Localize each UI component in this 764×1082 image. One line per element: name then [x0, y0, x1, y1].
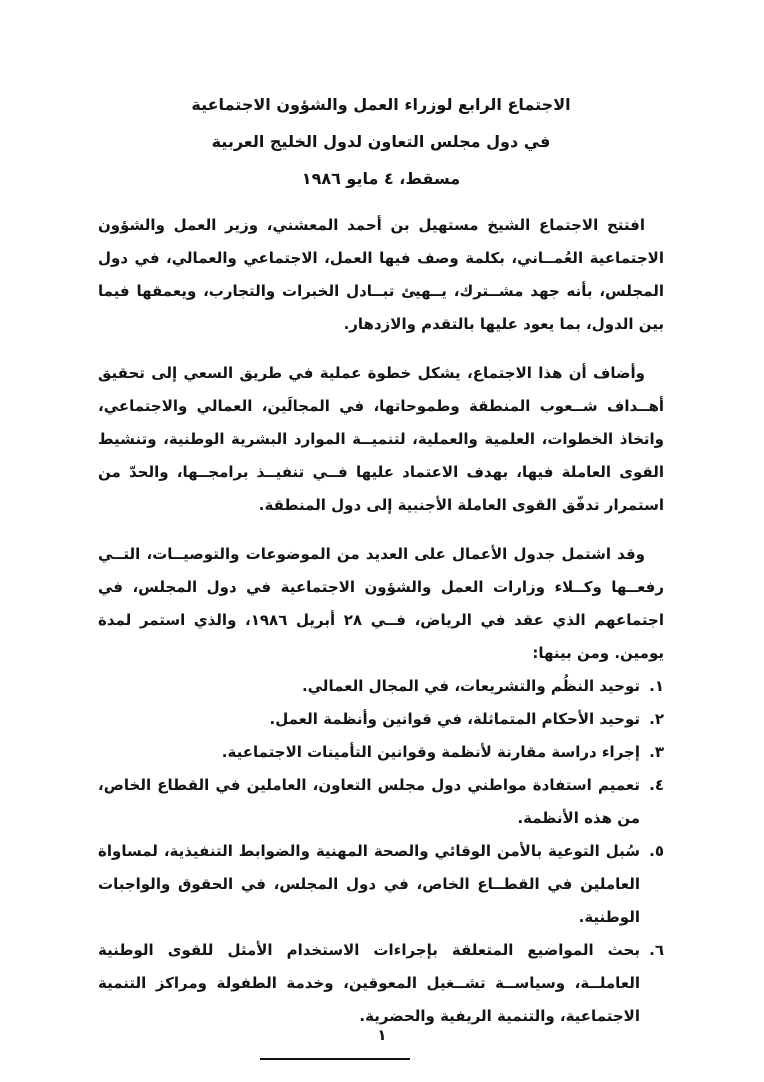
- list-item-text: تعميم استفادة مواطني دول مجلس التعاون، العاملين في القطاع الخاص، من هذه الأنظمة.: [98, 776, 640, 827]
- list-item-number: ٢.: [649, 710, 664, 728]
- list-item-number: ١.: [649, 677, 664, 695]
- list-item-text: توحيد الأحكام المتماثلة، في قوانين وأنظمة العمل.: [269, 710, 640, 728]
- list-item: [98, 703, 664, 736]
- list-item: [98, 835, 664, 934]
- title-line-place-date: مسقط، ٤ مايو ١٩٨٦: [301, 169, 461, 188]
- agenda-list: [98, 670, 664, 1033]
- title-line-organization: في دول مجلس التعاون لدول الخليج العربية: [211, 132, 551, 151]
- list-item-number: ٤.: [649, 776, 664, 794]
- list-item-number: ٥.: [649, 842, 664, 860]
- list-item-text: توحيد النظُم والتشريعات، في المجال العمالي.: [301, 677, 640, 695]
- paragraph-opening: افتتح الاجتماع الشيخ مستهيل بن أحمد المعشني، وزير العمل والشؤون الاجتماعية العُمــاني، بكلمة وصف فيها العمل، الاجتماعي والعمالي، في دول المجلس، بأنه جهد مشــترك، يــهيئ تبــادل الخبرات والتجارب، ويعمقها فيما بين الدول، بما يعود عليها بالتقدم والازدهار.: [98, 216, 664, 333]
- page-number: ١: [377, 1026, 387, 1044]
- list-item-number: ٣.: [649, 743, 664, 761]
- paragraph-agenda-intro: وقد اشتمل جدول الأعمال على العديد من الموضوعات والتوصيــات، التــي رفعــها وكــلاء وزارات العمل والشؤون الاجتماعية في دول المجلس، في اجتماعهم الذي عقد في الرياض، فــي ٢٨ أبريل ١٩٨٦، والذي استمر لمدة يومين. ومن بينها:: [98, 545, 664, 662]
- list-item-number: ٦.: [649, 941, 664, 959]
- list-item: [98, 934, 664, 1033]
- document-title-block: [98, 86, 664, 197]
- list-item-text: إجراء دراسة مقارنة لأنظمة وقوانين التأمينات الاجتماعية.: [221, 743, 640, 761]
- list-item-text: بحث المواضيع المتعلقة بإجراءات الاستخدام الأمثل للقوى الوطنية العاملــة، وسياســة تشــغيل المعوقين، وخدمة الطفولة ومراكز التنمية الاجتماعية، والتنمية الريفية والحضرية.: [98, 941, 640, 1025]
- paragraph-goals: وأضاف أن هذا الاجتماع، يشكل خطوة عملية في طريق السعي إلى تحقيق أهــداف شــعوب المنطقة وطموحاتها، في المجالَين، العمالي والاجتماعي، واتخاذ الخطوات، العلمية والعملية، لتنميــة الموارد البشرية الوطنية، وتنشيط القوى العاملة فيها، بهدف الاعتماد عليها فــي تنفيــذ برامجــها، والحدّ من استمرار تدفّق القوى العاملة الأجنبية إلى دول المنطقة.: [98, 364, 664, 514]
- list-item: [98, 670, 664, 703]
- list-item: [98, 736, 664, 769]
- title-line-meeting: الاجتماع الرابع لوزراء العمل والشؤون الاجتماعية: [191, 95, 571, 114]
- list-item: [98, 769, 664, 835]
- list-item-text: سُبل التوعية بالأمن الوقائي والصحة المهنية والضوابط التنفيذية، لمساواة العاملين في القطــاع الخاص، في دول المجلس، في الحقوق والواجبات الوطنية.: [98, 842, 640, 926]
- footer-divider: [260, 1058, 410, 1060]
